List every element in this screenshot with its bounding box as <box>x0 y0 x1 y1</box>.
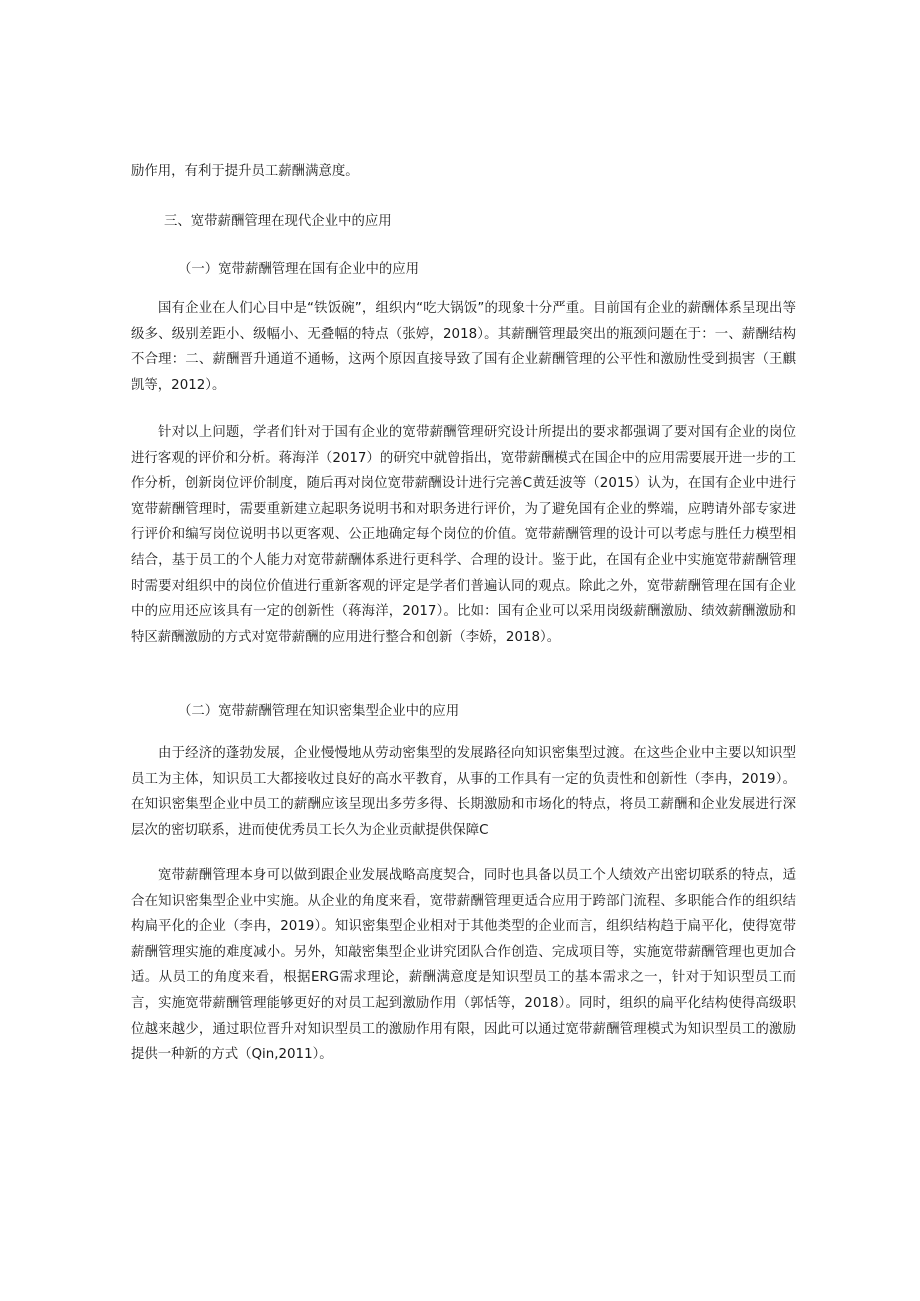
subsection-heading-2: （二）宽带薪酬管理在知识密集型企业中的应用 <box>178 704 460 719</box>
paragraph-knowledge-2: 宽带薪酬管理本身可以做到跟企业发展战略高度契合，同时也具备以员工个人绩效产出密切联系的特点，适合在知识密集型企业中实施。从企业的角度来看，宽带薪酬管理更适合应用于跨部门流程、多职能合作的组织结构扁平化的企业（李冉，2019）。知识密集型企业相对于其他类型的企业而言，组织结构趋于扁平化，使得宽带薪酬管理实施的难度减小。另外，知敲密集型企业讲究团队合作创造、完成项目等，实施宽带薪酬管理也更加合适。从员工的角度来看，根据ERG需求理论，薪酬满意度是知识型员工的基本需求之一，针对于知识型员工而言，实施宽带薪酬管理能够更好的对员工起到激励作用（郭恬等，2018）。同时，组织的扁平化结构使得高级职位越来越少，通过职位晋升对知识型员工的激励作用有限，因此可以通过宽带薪酬管理模式为知识型员工的激励提供一种新的方式（Qin,2011）。 <box>131 868 796 1063</box>
paragraph-knowledge-1: 由于经济的蓬勃发展，企业慢慢地从劳动密集型的发展路径向知识密集型过渡。在这些企业中主要以知识型员工为主体，知识员工大都接收过良好的高水平教育，从事的工作具有一定的负责性和创新性（李冉，2019）。在知识密集型企业中员工的薪酬应该呈现出多劳多得、长期激励和市场化的特点，将员工薪酬和企业发展进行深层次的密切联系，进而使优秀员工长久为企业贡献提供保障C <box>131 746 796 838</box>
section-heading: 三、宽带薪酬管理在现代企业中的应用 <box>164 214 392 229</box>
intro-line: 励作用，有利于提升员工薪酬满意度。 <box>131 164 359 179</box>
paragraph-state-owned-1: 国有企业在人们心目中是“铁饭碗”，组织内“吃大锅饭”的现象十分严重。目前国有企业的薪酬体系呈现出等级多、级别差距小、级幅小、无叠幅的特点（张婷，2018）。其薪酬管理最突出的瓶颈问题在于：一、薪酬结构不合理：二、薪酬晋升通道不通畅，这两个原因直接导致了国有企业薪酬管理的公平性和激励性受到损害（王麒凯等，2012）。 <box>131 301 796 393</box>
paragraph-state-owned-2: 针对以上问题，学者们针对于国有企业的宽带薪酬管理研究设计所提出的要求都强调了要对国有企业的岗位进行客观的评价和分析。蒋海洋（2017）的研究中就曾指出，宽带薪酬模式在国企中的应用需要展开进一步的工作分析，创新岗位评价制度，随后再对岗位宽带薪酬设计进行完善C黄廷波等（2015）认为，在国有企业中进行宽带薪酬管理时，需要重新建立起职务说明书和对职务进行评价，为了避免国有企业的弊端，应聘请外部专家进行评价和编写岗位说明书以更客观、公正地确定每个岗位的价值。宽带薪酬管理的设计可以考虑与胜任力模型相结合，基于员工的个人能力对宽带薪酬体系进行更科学、合理的设计。鉴于此，在国有企业中实施宽带薪酬管理时需要对组织中的岗位价值进行重新客观的评定是学者们普遍认同的观点。除此之外，宽带薪酬管理在国有企业中的应用还应该具有一定的创新性（蒋海洋，2017）。比如：国有企业可以采用岗级薪酬激励、绩效薪酬激励和特区薪酬激励的方式对宽带薪酬的应用进行整合和创新（李娇，2018）。 <box>131 425 796 645</box>
subsection-heading-1: （一）宽带薪酬管理在国有企业中的应用 <box>178 262 420 277</box>
